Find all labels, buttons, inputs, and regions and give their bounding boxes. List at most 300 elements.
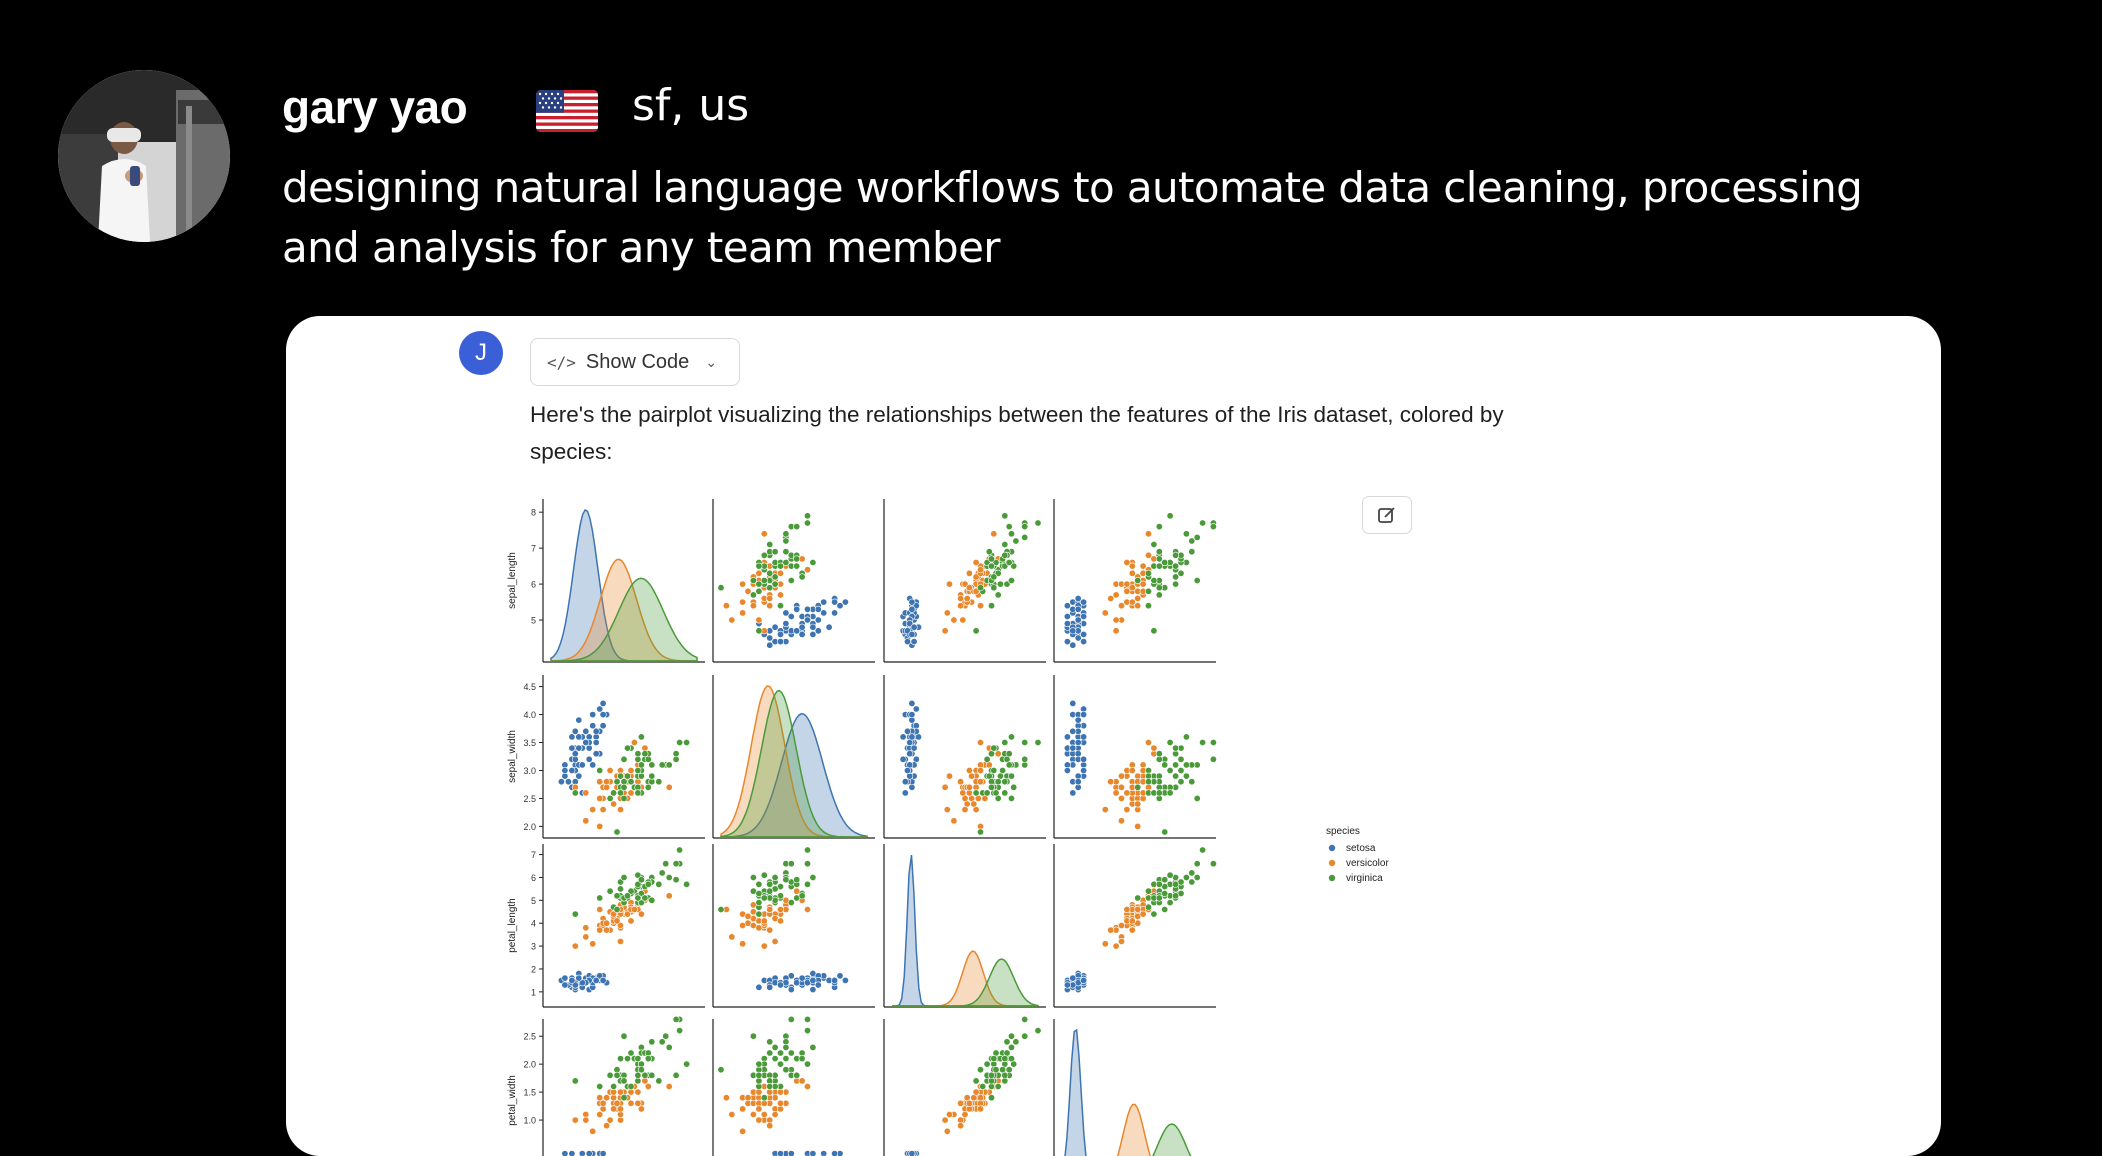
point-virginica	[656, 881, 662, 887]
point-versicolor	[628, 1100, 634, 1106]
point-setosa	[1064, 734, 1070, 740]
point-virginica	[1172, 881, 1178, 887]
point-versicolor	[631, 739, 637, 745]
point-setosa	[597, 706, 603, 712]
point-virginica	[1011, 1061, 1017, 1067]
legend-marker-virginica	[1329, 875, 1335, 881]
point-virginica	[804, 861, 810, 867]
point-virginica	[642, 751, 648, 757]
point-virginica	[1210, 523, 1216, 529]
point-versicolor	[951, 617, 957, 623]
point-setosa	[583, 728, 589, 734]
point-virginica	[761, 895, 767, 901]
point-setosa	[562, 975, 568, 981]
point-virginica	[656, 1078, 662, 1084]
point-versicolor	[739, 610, 745, 616]
point-versicolor	[761, 918, 767, 924]
point-versicolor	[750, 603, 756, 609]
point-virginica	[1006, 523, 1012, 529]
point-virginica	[683, 1061, 689, 1067]
point-setosa	[562, 767, 568, 773]
point-virginica	[1172, 574, 1178, 580]
point-virginica	[1183, 531, 1189, 537]
point-virginica	[1006, 559, 1012, 565]
point-virginica	[794, 556, 800, 562]
point-setosa	[590, 762, 596, 768]
point-virginica	[638, 734, 644, 740]
point-setosa	[565, 779, 571, 785]
point-virginica	[756, 563, 762, 569]
y-tick-label: 4.5	[523, 682, 536, 693]
y-tick-label: 7	[530, 850, 536, 861]
point-versicolor	[973, 559, 979, 565]
point-versicolor	[977, 779, 983, 785]
point-versicolor	[1140, 911, 1146, 917]
y-tick-label: 3	[530, 941, 536, 952]
point-setosa	[1075, 779, 1081, 785]
point-setosa	[900, 734, 906, 740]
point-virginica	[783, 1055, 789, 1061]
point-virginica	[617, 773, 623, 779]
point-versicolor	[942, 784, 948, 790]
point-virginica	[783, 1067, 789, 1073]
point-virginica	[788, 1050, 794, 1056]
point-setosa	[788, 986, 794, 992]
point-setosa	[900, 756, 906, 762]
point-setosa	[831, 610, 837, 616]
y-tick-label: 6	[530, 579, 536, 590]
point-versicolor	[962, 806, 968, 812]
point-setosa	[767, 984, 773, 990]
point-virginica	[756, 911, 762, 917]
point-virginica	[635, 1055, 641, 1061]
point-virginica	[988, 784, 994, 790]
point-virginica	[1189, 870, 1195, 876]
point-virginica	[804, 1016, 810, 1022]
point-versicolor	[966, 767, 972, 773]
point-virginica	[1156, 895, 1162, 901]
point-versicolor	[966, 570, 972, 576]
point-virginica	[794, 1072, 800, 1078]
point-setosa	[799, 624, 805, 630]
point-versicolor	[739, 581, 745, 587]
point-versicolor	[1108, 595, 1114, 601]
point-versicolor	[946, 581, 952, 587]
point-virginica	[1022, 534, 1028, 540]
point-virginica	[597, 895, 603, 901]
point-virginica	[1189, 538, 1195, 544]
point-setosa	[1075, 617, 1081, 623]
point-virginica	[607, 1072, 613, 1078]
point-virginica	[977, 585, 983, 591]
point-versicolor	[729, 1111, 735, 1117]
point-virginica	[1167, 872, 1173, 878]
point-versicolor	[772, 1111, 778, 1117]
point-versicolor	[957, 595, 963, 601]
point-versicolor	[638, 1106, 644, 1112]
point-versicolor	[977, 603, 983, 609]
point-virginica	[783, 877, 789, 883]
point-virginica	[767, 570, 773, 576]
point-versicolor	[645, 1083, 651, 1089]
point-virginica	[1002, 513, 1008, 519]
point-setosa	[756, 984, 762, 990]
point-setosa	[907, 751, 913, 757]
point-versicolor	[617, 1089, 623, 1095]
point-setosa	[826, 624, 832, 630]
point-setosa	[600, 723, 606, 729]
point-versicolor	[977, 1095, 983, 1101]
point-virginica	[788, 577, 794, 583]
point-versicolor	[610, 1106, 616, 1112]
point-virginica	[1156, 592, 1162, 598]
point-setosa	[810, 977, 816, 983]
point-virginica	[761, 1095, 767, 1101]
point-versicolor	[966, 585, 972, 591]
y-tick-label: 2.0	[523, 821, 536, 832]
point-setosa	[593, 728, 599, 734]
point-virginica	[772, 874, 778, 880]
point-setosa	[767, 635, 773, 641]
point-versicolor	[761, 531, 767, 537]
point-setosa	[1070, 745, 1076, 751]
y-tick-label: 1.5	[523, 1087, 536, 1098]
point-virginica	[761, 577, 767, 583]
point-versicolor	[614, 1100, 620, 1106]
point-versicolor	[603, 779, 609, 785]
point-virginica	[659, 762, 665, 768]
point-versicolor	[1151, 745, 1157, 751]
point-versicolor	[756, 1117, 762, 1123]
point-versicolor	[583, 925, 589, 931]
point-virginica	[1162, 890, 1168, 896]
y-tick-label: 2.5	[523, 1031, 536, 1042]
point-virginica	[783, 559, 789, 565]
point-versicolor	[745, 913, 751, 919]
point-virginica	[656, 779, 662, 785]
point-virginica	[1183, 734, 1189, 740]
point-versicolor	[761, 943, 767, 949]
point-virginica	[991, 1055, 997, 1061]
point-virginica	[1199, 847, 1205, 853]
point-virginica	[659, 1039, 665, 1045]
point-versicolor	[723, 603, 729, 609]
point-setosa	[1064, 767, 1070, 773]
point-versicolor	[1129, 570, 1135, 576]
point-virginica	[638, 1067, 644, 1073]
point-versicolor	[1129, 918, 1135, 924]
chat-screenshot-card	[286, 316, 1941, 1156]
point-versicolor	[583, 1117, 589, 1123]
point-virginica	[1156, 790, 1162, 796]
y-tick-label: 2.5	[523, 793, 536, 804]
point-versicolor	[1135, 906, 1141, 912]
point-versicolor	[1108, 927, 1114, 933]
point-virginica	[1008, 773, 1014, 779]
point-virginica	[756, 890, 762, 896]
point-versicolor	[761, 1111, 767, 1117]
point-virginica	[995, 779, 1001, 785]
point-virginica	[1162, 762, 1168, 768]
point-virginica	[572, 790, 578, 796]
edit-button[interactable]	[1362, 496, 1412, 534]
point-setosa	[1080, 599, 1086, 605]
point-setosa	[576, 717, 582, 723]
point-virginica	[1008, 1033, 1014, 1039]
point-virginica	[614, 1072, 620, 1078]
point-virginica	[988, 556, 994, 562]
point-versicolor	[597, 779, 603, 785]
point-setosa	[600, 711, 606, 717]
point-versicolor	[1135, 603, 1141, 609]
point-virginica	[761, 552, 767, 558]
user-avatar: J	[459, 331, 503, 375]
y-tick-label: 1.0	[523, 1115, 536, 1126]
point-versicolor	[572, 1117, 578, 1123]
us-flag-icon	[536, 90, 598, 132]
point-setosa	[831, 977, 837, 983]
point-virginica	[993, 1067, 999, 1073]
point-virginica	[1156, 585, 1162, 591]
point-versicolor	[991, 531, 997, 537]
point-setosa	[569, 745, 575, 751]
point-versicolor	[767, 927, 773, 933]
point-virginica	[988, 1072, 994, 1078]
point-virginica	[788, 1016, 794, 1022]
point-versicolor	[617, 1106, 623, 1112]
point-versicolor	[1124, 559, 1130, 565]
point-virginica	[610, 1083, 616, 1089]
point-setosa	[794, 980, 800, 986]
point-virginica	[1006, 751, 1012, 757]
point-versicolor	[739, 922, 745, 928]
point-setosa	[1075, 739, 1081, 745]
point-versicolor	[597, 927, 603, 933]
point-versicolor	[583, 790, 589, 796]
point-virginica	[1145, 588, 1151, 594]
y-tick-label: 5	[530, 895, 536, 906]
point-virginica	[804, 847, 810, 853]
point-virginica	[617, 1055, 623, 1061]
point-virginica	[986, 549, 992, 555]
point-virginica	[772, 1044, 778, 1050]
point-setosa	[821, 1150, 827, 1156]
point-versicolor	[1129, 767, 1135, 773]
point-versicolor	[1113, 617, 1119, 623]
point-virginica	[597, 1083, 603, 1089]
point-virginica	[1022, 1033, 1028, 1039]
point-virginica	[624, 1055, 630, 1061]
point-virginica	[1008, 795, 1014, 801]
point-virginica	[1002, 739, 1008, 745]
point-versicolor	[977, 567, 983, 573]
point-versicolor	[739, 941, 745, 947]
y-tick-label: 7	[530, 543, 536, 554]
point-virginica	[804, 881, 810, 887]
point-virginica	[1151, 577, 1157, 583]
point-virginica	[984, 790, 990, 796]
point-versicolor	[610, 801, 616, 807]
point-setosa	[593, 751, 599, 757]
point-versicolor	[946, 1111, 952, 1117]
point-virginica	[794, 523, 800, 529]
point-setosa	[902, 790, 908, 796]
point-setosa	[1070, 728, 1076, 734]
point-setosa	[810, 986, 816, 992]
point-versicolor	[942, 628, 948, 634]
point-virginica	[1178, 767, 1184, 773]
point-virginica	[617, 790, 623, 796]
point-virginica	[1167, 790, 1173, 796]
point-virginica	[783, 538, 789, 544]
point-setosa	[788, 1150, 794, 1156]
point-setosa	[911, 745, 917, 751]
point-virginica	[1210, 739, 1216, 745]
point-virginica	[991, 745, 997, 751]
point-virginica	[777, 1050, 783, 1056]
point-virginica	[1008, 1044, 1014, 1050]
point-setosa	[590, 723, 596, 729]
point-virginica	[1194, 874, 1200, 880]
point-setosa	[909, 606, 915, 612]
point-virginica	[718, 1067, 724, 1073]
point-virginica	[980, 1083, 986, 1089]
point-virginica	[642, 895, 648, 901]
point-virginica	[1162, 559, 1168, 565]
point-virginica	[804, 1061, 810, 1067]
point-virginica	[799, 574, 805, 580]
point-virginica	[750, 577, 756, 583]
point-setosa	[788, 613, 794, 619]
legend-title: species	[1326, 826, 1360, 837]
point-setosa	[810, 1150, 816, 1156]
point-versicolor	[628, 918, 634, 924]
point-versicolor	[607, 1117, 613, 1123]
point-virginica	[783, 531, 789, 537]
profile-avatar	[58, 70, 230, 242]
point-versicolor	[962, 1111, 968, 1117]
point-versicolor	[617, 806, 623, 812]
point-setosa	[1070, 975, 1076, 981]
point-versicolor	[614, 918, 620, 924]
point-versicolor	[966, 784, 972, 790]
point-setosa	[904, 728, 910, 734]
point-versicolor	[666, 893, 672, 899]
point-virginica	[624, 773, 630, 779]
point-versicolor	[960, 617, 966, 623]
point-versicolor	[597, 1111, 603, 1117]
point-setosa	[1075, 606, 1081, 612]
point-versicolor	[1145, 531, 1151, 537]
point-virginica	[1008, 734, 1014, 740]
point-versicolor	[804, 906, 810, 912]
point-setosa	[1064, 982, 1070, 988]
point-setosa	[1070, 700, 1076, 706]
point-virginica	[804, 513, 810, 519]
point-versicolor	[597, 906, 603, 912]
point-versicolor	[1118, 795, 1124, 801]
point-setosa	[1080, 711, 1086, 717]
point-virginica	[621, 784, 627, 790]
point-virginica	[621, 874, 627, 880]
point-virginica	[1008, 577, 1014, 583]
legend-marker-setosa	[1329, 845, 1335, 851]
point-versicolor	[603, 927, 609, 933]
point-setosa	[572, 728, 578, 734]
point-virginica	[635, 767, 641, 773]
point-setosa	[583, 739, 589, 745]
point-versicolor	[767, 595, 773, 601]
point-versicolor	[666, 1083, 672, 1089]
point-virginica	[666, 1044, 672, 1050]
point-virginica	[676, 1027, 682, 1033]
point-virginica	[673, 1072, 679, 1078]
point-virginica	[628, 779, 634, 785]
y-tick-label: 2	[530, 964, 536, 975]
point-setosa	[593, 739, 599, 745]
point-virginica	[1183, 874, 1189, 880]
point-setosa	[1080, 734, 1086, 740]
point-versicolor	[597, 795, 603, 801]
point-setosa	[590, 711, 596, 717]
point-virginica	[1194, 861, 1200, 867]
point-versicolor	[777, 1100, 783, 1106]
point-virginica	[614, 893, 620, 899]
point-virginica	[1183, 773, 1189, 779]
point-virginica	[666, 874, 672, 880]
point-virginica	[1002, 541, 1008, 547]
point-versicolor	[756, 1106, 762, 1112]
point-virginica	[1172, 581, 1178, 587]
point-virginica	[718, 585, 724, 591]
point-virginica	[638, 762, 644, 768]
point-virginica	[1172, 773, 1178, 779]
point-setosa	[579, 1150, 585, 1156]
point-virginica	[988, 603, 994, 609]
point-virginica	[676, 847, 682, 853]
point-virginica	[756, 588, 762, 594]
point-setosa	[777, 638, 783, 644]
show-code-button[interactable]	[530, 338, 740, 386]
point-versicolor	[723, 1095, 729, 1101]
point-virginica	[645, 784, 651, 790]
y-tick-label: 5	[530, 615, 536, 626]
point-virginica	[799, 1055, 805, 1061]
point-virginica	[1167, 739, 1173, 745]
point-virginica	[1151, 628, 1157, 634]
point-setosa	[904, 638, 910, 644]
point-versicolor	[617, 938, 623, 944]
point-versicolor	[590, 941, 596, 947]
point-versicolor	[572, 943, 578, 949]
point-setosa	[558, 779, 564, 785]
point-setosa	[777, 982, 783, 988]
author-name: gary yao	[282, 81, 468, 133]
point-setosa	[837, 973, 843, 979]
point-versicolor	[600, 806, 606, 812]
point-versicolor	[767, 906, 773, 912]
point-virginica	[635, 895, 641, 901]
author-location: sf, us	[632, 80, 750, 131]
point-versicolor	[944, 610, 950, 616]
point-versicolor	[777, 592, 783, 598]
point-versicolor	[1124, 906, 1130, 912]
edit-icon	[1376, 504, 1398, 526]
point-virginica	[663, 861, 669, 867]
point-virginica	[663, 1033, 669, 1039]
point-virginica	[718, 906, 724, 912]
point-setosa	[810, 631, 816, 637]
